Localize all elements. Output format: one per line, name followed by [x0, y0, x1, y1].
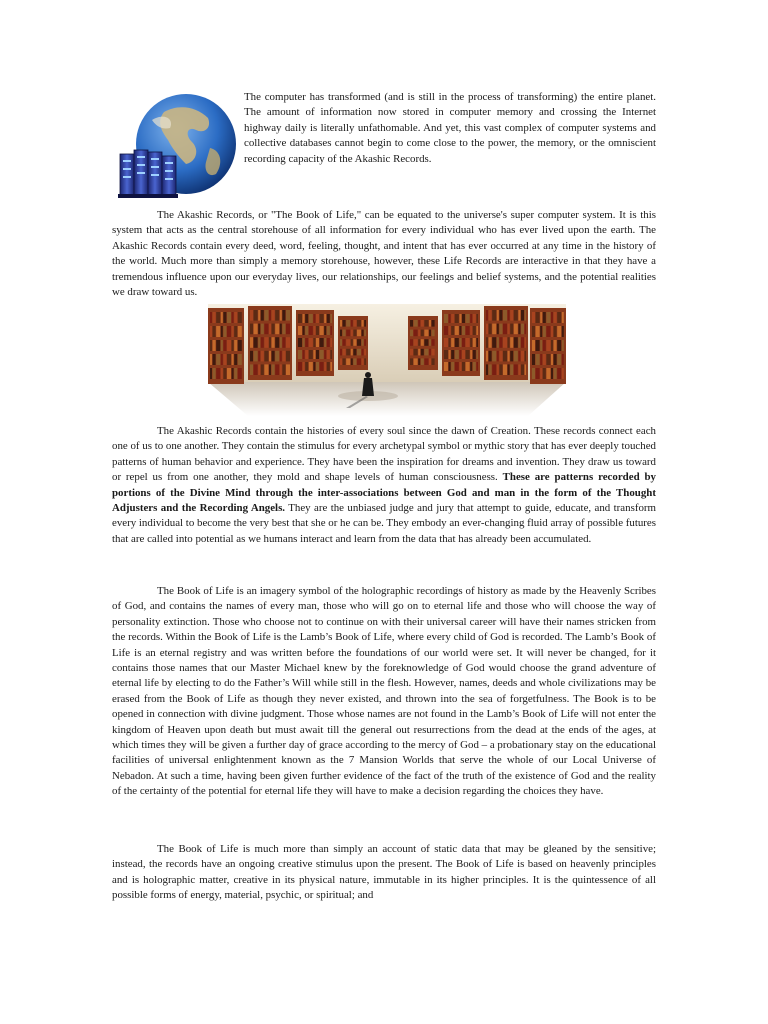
paragraph-text: The Akashic Records, or "The Book of Life," can be equated to the universe's super computer system. It is this system that acts as the central storehouse of all information for every individual who has ever lived upon the earth. The Akashic Records contain every deed, word, feeling, thought, and intent that has ever occurred at any time in the history of the world. Much more than simply a memory storehouse, however, these Life Records are interactive in that they have a tremendous influence upon our everyday lives, our relationships, our feelings and belief systems, and the potential realities we draw toward us. — [112, 209, 656, 299]
bold-emphasis-text: These are patterns recorded by portions of the Divine Mind through the inter-associations between God and man in the form of the Thought Adjusters and the Recording Angels. — [112, 471, 656, 515]
body-paragraph-creative-stimulus — [112, 842, 656, 904]
paragraph-text: The Book of Life is an imagery symbol of the holographic recordings of history as made by the Heavenly Scribes of God, and contains the names of every man, those who will go on to eternal life and those who will choose the way of personality extinction. Those who choose not to continue on with their universal career will have their names stricken from the records. Within the Book of Life is the Lamb’s Book of Life, where every child of God is recorded. The Lamb’s Book of Life is an eternal registry and was written before the foundations of our world were set. It will never be changed, for it contains those names that our Master Michael knew by the foreknowledge of God would choose the grand adventure of eternal life by electing to do the Father’s Will while still in the flesh. However, names, deeds and whole civilizations may be erased from the Book of Life as though they never existed, and thrown into the sea of forgetfulness. The Book is to be opened in connection with divine judgment. Those whose names are not found in the Lamb’s Book of Life will not enter the kingdom of Heaven upon death but must await till the general out resurrections from the dead at the ends of the ages, at which times they will be given a further day of grace according to the mercy of God – a probationary stay on the educational facilities of universal enlightenment known as the 7 Mansion Worlds that serve the whole of our Local Universe of Nebadon. At such a time, having been given further evidence of the fact of the truth of the existence of God and the reality of the certainty of the potential for eternal life they will have to make a decision regarding the choices they have. — [112, 585, 656, 798]
paragraph-text: The Akashic Records contain the histories of every soul since the dawn of Creation. These records connect each one of us to one another. They contain the stimulus for every archetypal symbol or mythic story that has ever deeply touched patterns of human behavior and experience. They have been the inspiration for dreams and invention. They draw us toward or repel us from one another, they mold and shape levels of human consciousness. — [112, 425, 656, 484]
intro-paragraph: The computer has transformed (and is still in the process of transforming) the entire planet. The amount of information now stored in computer memory and crossing the Internet highway daily is literally unfathomable. And yet, this vast complex of computer systems and collective databases cannot begin to come close to the power, the memory, or the omniscient recording capacity of the Akashic Records. — [244, 91, 656, 165]
server-rack-icon — [118, 150, 178, 198]
body-paragraph-akashic-records — [112, 208, 656, 300]
globe-with-servers-icon — [112, 90, 240, 202]
library-bookshelves-icon — [208, 304, 566, 416]
paragraph-text: The Book of Life is much more than simply an account of static data that may be gleaned by the sensitive; instead, the records have an ongoing creative stimulus upon the present. The Book of Life is based on heavenly principles and is holographic matter, creative in its physical nature, immutable in its higher principles. It is the quintessence of all possible forms of energy, material, psychic, or spiritual; and — [112, 843, 656, 902]
body-paragraph-histories — [112, 424, 656, 547]
paragraph-text: They are the unbiased judge and jury that attempt to guide, educate, and transform every individual to become the very best that she or he can be. They embody an ever-changing fluid array of possible futures that are called into potential as we humans interact and learn from the data that has already been accumulated. — [112, 502, 656, 545]
body-paragraph-book-of-life — [112, 584, 656, 800]
